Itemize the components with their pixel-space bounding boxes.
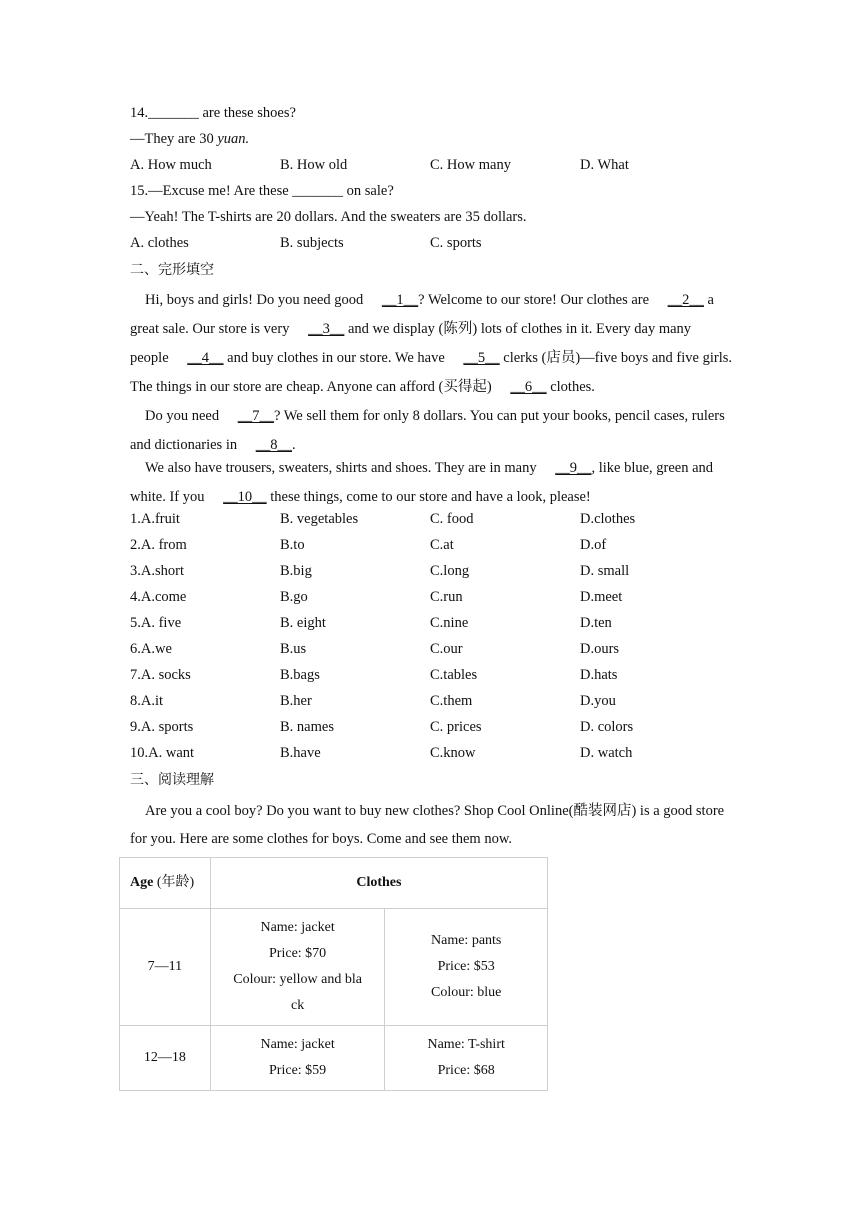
cloze-options-7 <box>130 662 750 688</box>
cloze-paragraph-3 <box>130 454 732 512</box>
q15-answer: —Yeah! The T-shirts are 20 dollars. And the sweaters are 35 dollars. <box>130 209 527 225</box>
q14-options <box>130 152 750 178</box>
cloze-blank-1: __1__ <box>381 292 419 308</box>
q14-answer-text: —They are 30 <box>130 131 218 147</box>
q14-blank: _______ <box>148 105 199 121</box>
cloze-text: and buy clothes in our store. We have <box>223 350 449 366</box>
option-b: B. names <box>280 719 334 735</box>
cloze-options-6 <box>130 636 750 662</box>
item-colour-cont: ck <box>290 998 305 1013</box>
option-b: B.go <box>280 589 308 605</box>
cloze-text: , like blue, green and white. If you <box>130 460 714 505</box>
option-c: C.tables <box>430 667 478 683</box>
section3-title: 三、阅读理解 <box>130 772 214 788</box>
age-header <box>120 858 211 909</box>
option-c: C.long <box>430 563 470 579</box>
cloze-blank-8: __8__ <box>255 437 292 453</box>
q14-stem <box>130 100 296 126</box>
clothes-item-cell <box>210 909 385 1026</box>
q15-stem-text: 15.—Excuse me! Are these <box>130 183 293 199</box>
item-name: Name: jacket <box>260 1037 335 1052</box>
item-colour: Colour: yellow and bla <box>233 972 362 987</box>
option-c: C.at <box>430 537 454 553</box>
section2-title: 二、完形填空 <box>130 262 214 278</box>
cloze-blank-7: __7__ <box>237 408 274 424</box>
option-b: B.have <box>280 745 321 761</box>
option-c: C.them <box>430 693 473 709</box>
q15-blank: _______ <box>292 183 344 199</box>
option-b: B.to <box>280 537 305 553</box>
option-d: D.hats <box>580 667 618 683</box>
q14-number: 14. <box>130 105 149 121</box>
clothes-item-cell <box>210 1026 385 1091</box>
item-price: Price: $68 <box>437 1063 495 1078</box>
option-a: 5.A. five <box>130 615 182 631</box>
option-c: C.our <box>430 641 463 657</box>
cloze-blank-9: __9__ <box>555 460 592 476</box>
cloze-text: Do you need <box>145 408 223 424</box>
item-name: Name: jacket <box>260 920 335 935</box>
option-d: D.ten <box>580 615 612 631</box>
option-a: 6.A.we <box>130 641 172 657</box>
age-header-label: Age <box>130 875 154 890</box>
option-c: C. food <box>430 511 474 527</box>
option-b: B. eight <box>280 615 326 631</box>
option-b: B.bags <box>280 667 320 683</box>
clothes-header: Clothes <box>210 858 547 909</box>
option-d: D. small <box>580 563 630 579</box>
cloze-paragraph-1 <box>130 286 732 402</box>
q14-answer <box>130 126 249 152</box>
table-row <box>120 1026 548 1091</box>
cloze-blank-5: __5__ <box>463 350 500 366</box>
cloze-blank-6: __6__ <box>510 379 547 395</box>
cloze-text: ? Welcome to our store! Our clothes are <box>418 292 653 308</box>
cloze-text: Hi, boys and girls! Do you need good <box>145 292 367 308</box>
option-b: B.her <box>280 693 312 709</box>
cloze-options-2 <box>130 532 750 558</box>
q15-option-a: A. clothes <box>130 235 189 251</box>
age-cell: 12—18 <box>120 1026 211 1091</box>
option-a: 3.A.short <box>130 563 184 579</box>
q15-stem-end: on sale? <box>343 183 394 199</box>
q14-stem-text: are these shoes? <box>198 105 296 121</box>
q14-option-b: B. How old <box>280 157 348 173</box>
item-name: Name: T-shirt <box>427 1037 505 1052</box>
q15-option-c: C. sports <box>430 235 482 251</box>
cloze-options-1 <box>130 506 750 532</box>
cloze-text: clerks (店员)—five boys and five girls. The things in our store are cheap. Anyone can afford (买得起) <box>130 350 733 395</box>
cloze-text: these things, come to our store and have a look, please! <box>266 489 591 505</box>
cloze-options-5 <box>130 610 750 636</box>
item-price: Price: $59 <box>269 1063 327 1078</box>
option-d: D. colors <box>580 719 634 735</box>
cloze-blank-4: __4__ <box>187 350 224 366</box>
cloze-options-3 <box>130 558 750 584</box>
q14-option-a: A. How much <box>130 157 212 173</box>
option-c: C.nine <box>430 615 469 631</box>
cloze-text: We also have trousers, sweaters, shirts and shoes. They are in many <box>145 460 541 476</box>
cloze-text: a great sale. Our store is very <box>130 292 714 337</box>
cloze-text: and we display (陈列) lots of clothes in it. Every day many people <box>130 321 692 366</box>
item-colour: Colour: blue <box>430 985 502 1000</box>
option-c: C.run <box>430 589 463 605</box>
cloze-options-10 <box>130 740 750 766</box>
cloze-paragraph-2 <box>130 402 732 460</box>
table-header-row <box>120 858 548 909</box>
option-d: D.meet <box>580 589 623 605</box>
item-name: Name: pants <box>431 933 502 948</box>
clothes-item-cell <box>385 1026 548 1091</box>
q14-option-d: D. What <box>580 157 629 173</box>
clothes-item-cell <box>385 909 548 1026</box>
cloze-options-8 <box>130 688 750 714</box>
option-a: 10.A. want <box>130 745 195 761</box>
cloze-text: . <box>291 437 296 453</box>
q14-answer-yuan: yuan. <box>217 131 250 147</box>
option-b: B.big <box>280 563 312 579</box>
option-c: C. prices <box>430 719 482 735</box>
cloze-blank-2: __2__ <box>667 292 704 308</box>
cloze-blank-10: __10__ <box>223 489 267 505</box>
option-c: C.know <box>430 745 476 761</box>
option-d: D.clothes <box>580 511 636 527</box>
q15-stem <box>130 178 394 204</box>
item-price: Price: $70 <box>269 946 327 961</box>
cloze-text: ? We sell them for only 8 dollars. You can put your books, pencil cases, rulers and dictionaries in <box>130 408 725 453</box>
item-price: Price: $53 <box>437 959 495 974</box>
option-a: 9.A. sports <box>130 719 194 735</box>
clothes-table <box>119 857 548 1091</box>
age-header-cn: (年龄) <box>153 875 195 890</box>
option-d: D.ours <box>580 641 620 657</box>
option-d: D.you <box>580 693 616 709</box>
table-row <box>120 909 548 1026</box>
q15-option-b: B. subjects <box>280 235 344 251</box>
option-b: B. vegetables <box>280 511 359 527</box>
cloze-options-9 <box>130 714 750 740</box>
cloze-options-4 <box>130 584 750 610</box>
cloze-blank-3: __3__ <box>308 321 345 337</box>
q14-option-c: C. How many <box>430 157 511 173</box>
option-d: D.of <box>580 537 607 553</box>
age-cell: 7—11 <box>120 909 211 1026</box>
option-a: 7.A. socks <box>130 667 191 683</box>
option-a: 4.A.come <box>130 589 187 605</box>
q15-options <box>130 230 750 256</box>
cloze-text: clothes. <box>546 379 595 395</box>
option-d: D. watch <box>580 745 633 761</box>
option-a: 8.A.it <box>130 693 164 709</box>
option-a: 2.A. from <box>130 537 187 553</box>
option-b: B.us <box>280 641 307 657</box>
reading-intro: Are you a cool boy? Do you want to buy new clothes? Shop Cool Online(酷装网店) is a good store for you. Here are some clothes for boys. Come and see them now. <box>130 803 725 847</box>
option-a: 1.A.fruit <box>130 511 180 527</box>
